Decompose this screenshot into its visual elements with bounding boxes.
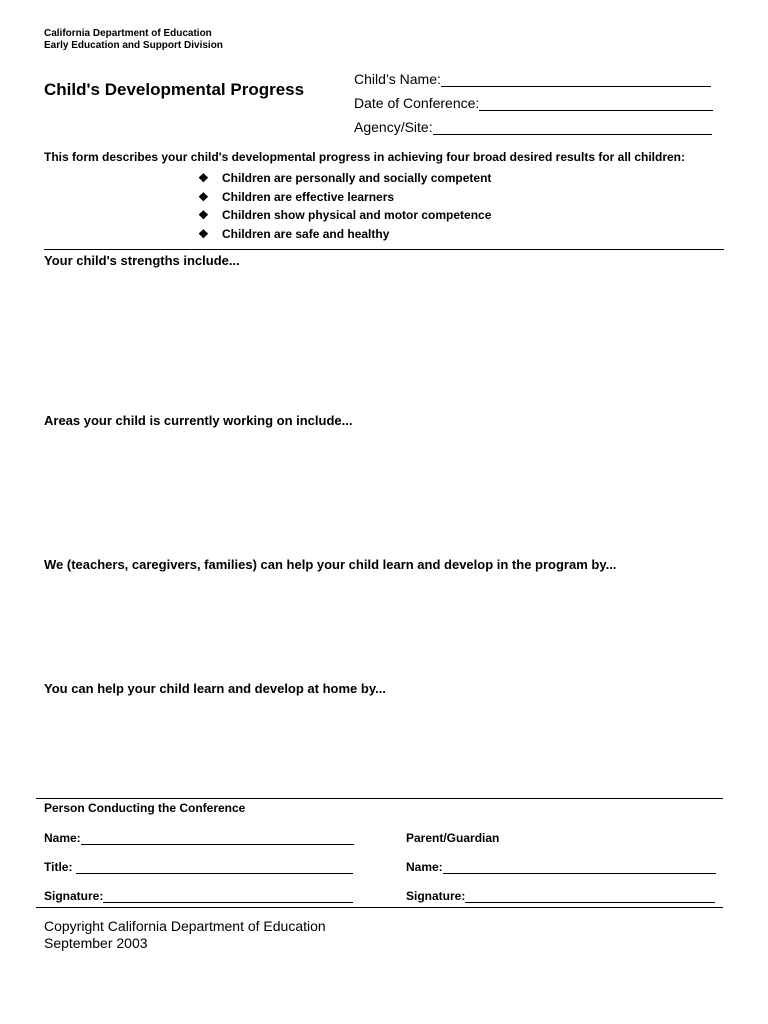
conductor-signature-field[interactable]	[44, 889, 353, 903]
childs-name-line[interactable]	[441, 73, 711, 87]
list-item	[198, 169, 491, 188]
date-of-conference-field[interactable]	[354, 95, 713, 111]
conductor-name-line[interactable]	[81, 831, 354, 845]
program-help-heading: We (teachers, caregivers, families) can help your child learn and develop in the program by...	[44, 557, 617, 572]
parent-signature-label: Signature:	[406, 889, 466, 903]
conductor-title-field[interactable]	[44, 860, 353, 874]
list-item	[198, 225, 491, 244]
date-of-conference-line[interactable]	[479, 97, 713, 111]
agency-site-line[interactable]	[433, 121, 712, 135]
parent-signature-field[interactable]	[406, 889, 715, 903]
copyright-block	[44, 918, 326, 952]
conductor-signature-line[interactable]	[103, 889, 353, 903]
agency-line-2: Early Education and Support Division	[44, 40, 223, 51]
agency-site-label: Agency/Site:	[354, 119, 433, 135]
date-of-conference-label: Date of Conference:	[354, 95, 480, 111]
signature-bottom-divider	[36, 907, 723, 908]
parent-guardian-heading: Parent/Guardian	[406, 831, 500, 845]
intro-text: This form describes your child's developmental progress in achieving four broad desired results for all children:	[44, 150, 686, 164]
parent-name-line[interactable]	[443, 860, 716, 874]
list-item	[198, 188, 491, 207]
childs-name-field[interactable]	[354, 71, 711, 87]
bullet-text: Children are safe and healthy	[222, 227, 390, 242]
home-help-heading: You can help your child learn and develop at home by...	[44, 681, 386, 696]
signature-top-divider	[36, 798, 723, 799]
header-divider	[44, 249, 724, 250]
person-conducting-heading: Person Conducting the Conference	[44, 801, 246, 815]
conductor-title-line[interactable]	[76, 860, 353, 874]
parent-name-label: Name:	[406, 860, 443, 874]
conductor-name-field[interactable]	[44, 831, 354, 845]
conductor-signature-label: Signature:	[44, 889, 104, 903]
bullet-text: Children show physical and motor competence	[222, 208, 492, 223]
copyright-date: September 2003	[44, 935, 148, 951]
strengths-heading: Your child's strengths include...	[44, 253, 240, 268]
conductor-title-label: Title:	[44, 860, 76, 874]
working-on-heading: Areas your child is currently working on include...	[44, 413, 353, 428]
parent-signature-line[interactable]	[465, 889, 715, 903]
agency-site-field[interactable]	[354, 119, 712, 135]
childs-name-label: Child’s Name:	[354, 71, 441, 87]
desired-results-list	[198, 169, 491, 244]
parent-name-field[interactable]	[406, 860, 716, 874]
form-title: Child's Developmental Progress	[44, 80, 305, 99]
diamond-bullet-icon: ❖	[198, 208, 209, 223]
bullet-text: Children are personally and socially competent	[222, 171, 492, 185]
conductor-name-label: Name:	[44, 831, 81, 845]
diamond-bullet-icon: ❖	[198, 171, 209, 185]
agency-line-1: California Department of Education	[44, 28, 212, 39]
list-item	[198, 206, 491, 225]
copyright-text: Copyright California Department of Education	[44, 918, 326, 934]
diamond-bullet-icon: ❖	[198, 227, 209, 242]
bullet-text: Children are effective learners	[222, 189, 395, 204]
diamond-bullet-icon: ❖	[198, 189, 209, 204]
